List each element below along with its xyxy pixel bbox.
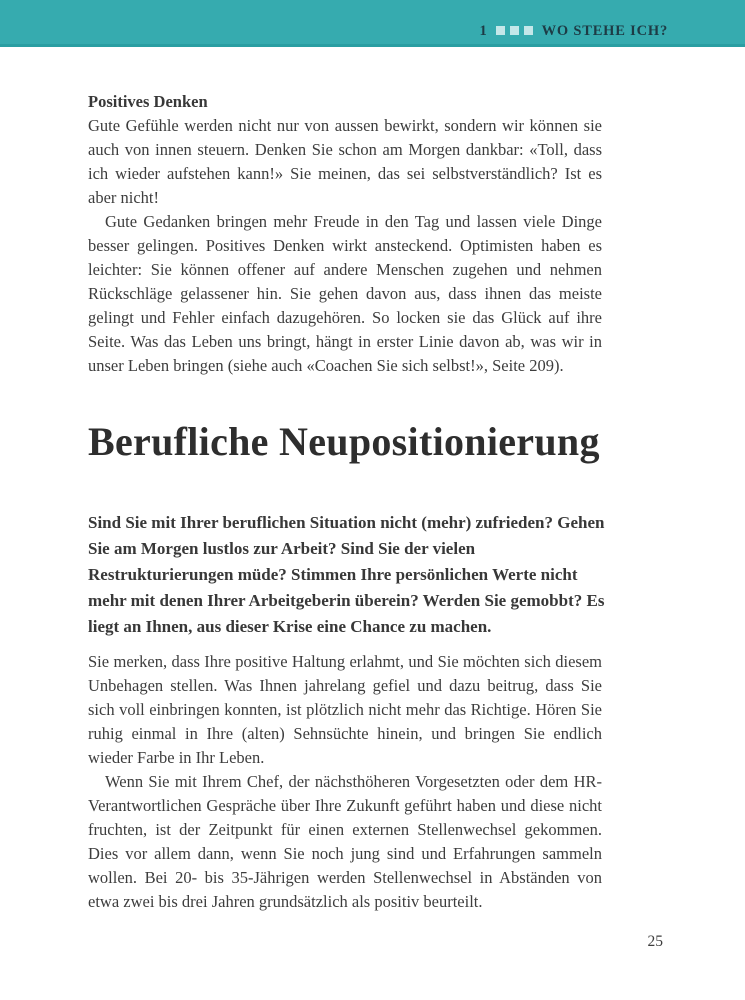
chapter-number: 1 xyxy=(479,22,488,39)
section-heading: Positives Denken xyxy=(88,92,208,111)
lead-paragraph: Sind Sie mit Ihrer beruflichen Situation nicht (mehr) zufrieden? Gehen Sie am Morgen lustlos zur Arbeit? Sind Sie der vielen Restrukturierungen müde? Stimmen Ihre persönlichen Werte nicht mehr mit denen Ihrer Arbeitgeberin überein? Werden Sie gemobbt? Es liegt an Ihnen, aus dieser Krise eine Chance zu machen. xyxy=(88,513,605,636)
chapter-title: WO STEHE ICH? xyxy=(541,22,668,39)
chapter-marker-square-icon xyxy=(496,26,505,35)
body-paragraph: Wenn Sie mit Ihrem Chef, der nächsthöheren Vorgesetzten oder dem HR-Verantwortlichen Gespräche über Ihre Zukunft geführt haben und diese nicht fruchten, ist der Zeitpunkt für einen externen Stellenwechsel gekommen. Dies vor allem dann, wenn Sie noch jung sind und Erfahrungen sammeln wollen. Bei 20- bis 35-Jährigen werden Stellenwechsel in Abständen von etwa zwei bis drei Jahren grundsätzlich als positiv beurteilt. xyxy=(88,772,602,911)
chapter-marker-square-icon xyxy=(510,26,519,35)
chapter-header xyxy=(480,24,669,39)
page-number: 25 xyxy=(647,933,663,950)
chapter-marker-squares xyxy=(496,26,538,35)
page-title: Berufliche Neupositionierung xyxy=(88,419,600,464)
chapter-header-bar xyxy=(0,0,745,47)
chapter-marker-square-icon xyxy=(524,26,533,35)
section-main-body xyxy=(88,650,602,914)
body-paragraph: Sie merken, dass Ihre positive Haltung erlahmt, und Sie möchten sich diesem Unbehagen stellen. Was Ihnen jahrelang gefiel und dazu beitrug, dass Sie sich voll einbringen konnten, ist plötzlich nicht mehr das Richtige. Hören Sie ruhig einmal in Ihre (alten) Sehnsüchte hinein, und bringen Sie endlich wieder Farbe in Ihr Leben. xyxy=(88,652,602,767)
body-paragraph: Gute Gefühle werden nicht nur von aussen bewirkt, sondern wir können sie auch von innen steuern. Denken Sie schon am Morgen dankbar: «Toll, dass ich wieder aufstehen kann!» Sie meinen, das sei selbstverständlich? Ist es aber nicht! xyxy=(88,116,602,207)
body-paragraph: Gute Gedanken bringen mehr Freude in den Tag und lassen viele Dinge besser gelingen. Positives Denken wirkt ansteckend. Optimisten haben es leichter: Sie können offener auf andere Menschen zugehen und nehmen Rückschläge gelassener hin. Sie gehen davon aus, dass ihnen das meiste gelingt und Fehler einfach dazugehören. So locken sie das Glück auf ihre Seite. Was das Leben uns bringt, hängt in erster Linie davon ab, was wir in unser Leben bringen (siehe auch «Coachen Sie sich selbst!», Seite 209). xyxy=(88,212,602,375)
section-positives-denken xyxy=(88,90,602,378)
